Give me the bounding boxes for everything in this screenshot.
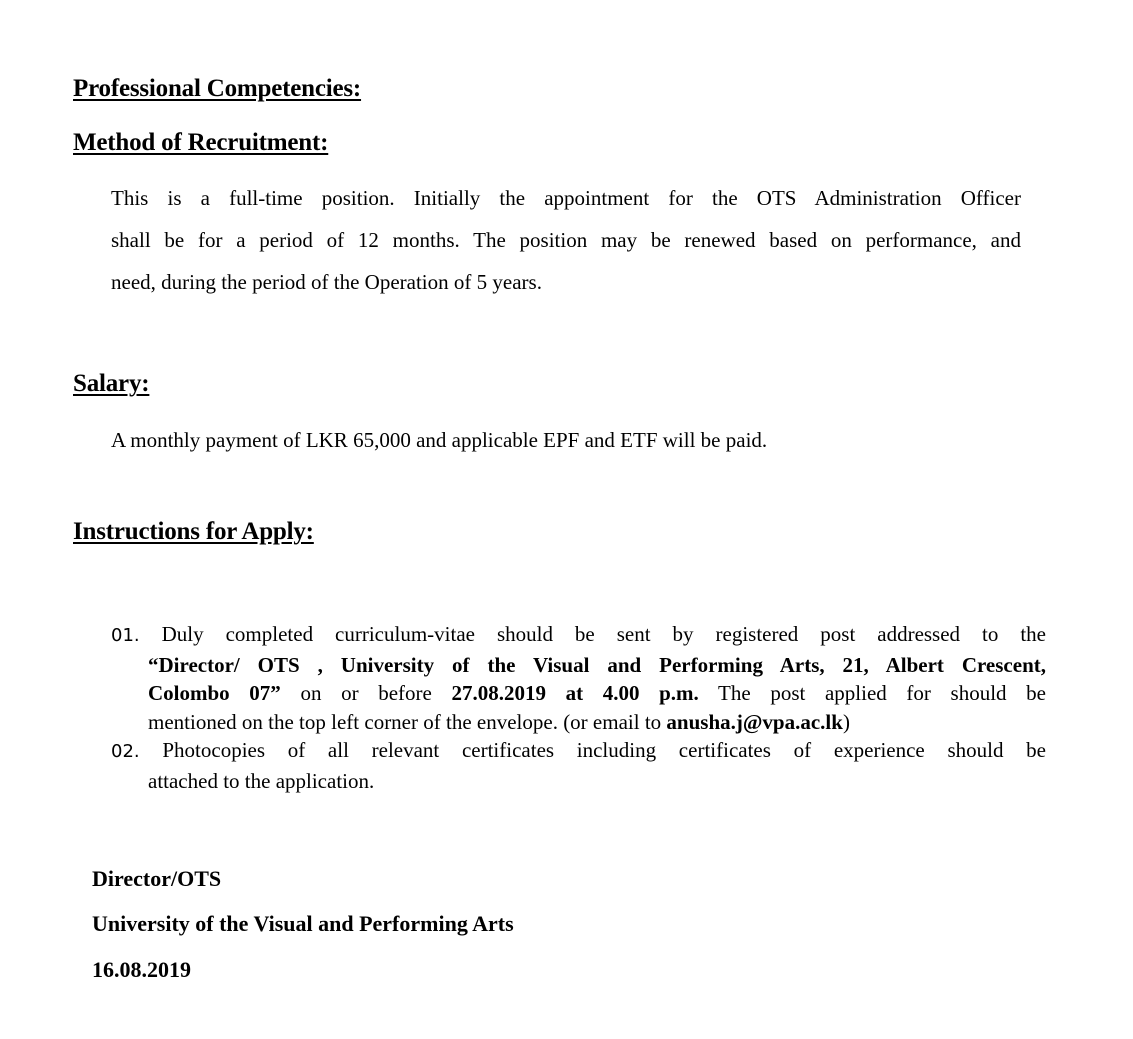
signature-title: Director/OTS (92, 866, 222, 891)
signature-organization: University of the Visual and Performing Arts (92, 911, 514, 936)
heading-professional-competencies: Professional Competencies: (73, 75, 362, 102)
list-text: mentioned on the top left corner of the envelope. (or email to (148, 709, 667, 734)
list-number: 02. (111, 741, 140, 762)
recruitment-line: shall be for a period of 12 months. The position may be renewed based on performance, and (111, 228, 1021, 252)
list-text: Photocopies of all relevant certificates including certificates of experience should be (162, 738, 1046, 762)
list-number: 01. (111, 625, 140, 646)
address-city: Colombo 07” (148, 681, 281, 705)
list-item-1-line-3 (111, 679, 1046, 708)
signature-date: 16.08.2019 (92, 957, 191, 982)
list-item-1-line-1 (111, 620, 1046, 651)
recruitment-line: need, during the period of the Operation of 5 years. (111, 270, 542, 294)
salary-line: A monthly payment of LKR 65,000 and applicable EPF and ETF will be paid. (111, 428, 768, 452)
list-text: The post applied for should be (698, 681, 1046, 705)
email-address: anusha.j@vpa.ac.lk (666, 709, 843, 734)
recruitment-paragraph (111, 177, 1021, 303)
heading-salary: Salary: (73, 370, 150, 397)
list-text: ) (842, 709, 850, 734)
instructions-list (111, 620, 1046, 795)
recruitment-line: This is a full-time position. Initially the appointment for the OTS Administration Officer (111, 186, 1021, 210)
salary-text (111, 419, 767, 461)
list-item-1-line-2: “Director/ OTS , University of the Visual and Performing Arts, 21, Albert Crescent, (148, 652, 1046, 677)
heading-method-of-recruitment: Method of Recruitment: (73, 129, 329, 156)
list-text: Duly completed curriculum-vitae should be sent by registered post addressed to the (161, 622, 1046, 646)
heading-instructions-for-apply: Instructions for Apply: (73, 518, 314, 545)
list-item-1-line-4 (111, 708, 1046, 737)
list-text: on or before (280, 681, 452, 705)
list-item-2-line-2: attached to the application. (148, 768, 375, 793)
deadline: 27.08.2019 at 4.00 p.m. (451, 681, 699, 705)
list-item-2-line-1 (111, 736, 1046, 767)
